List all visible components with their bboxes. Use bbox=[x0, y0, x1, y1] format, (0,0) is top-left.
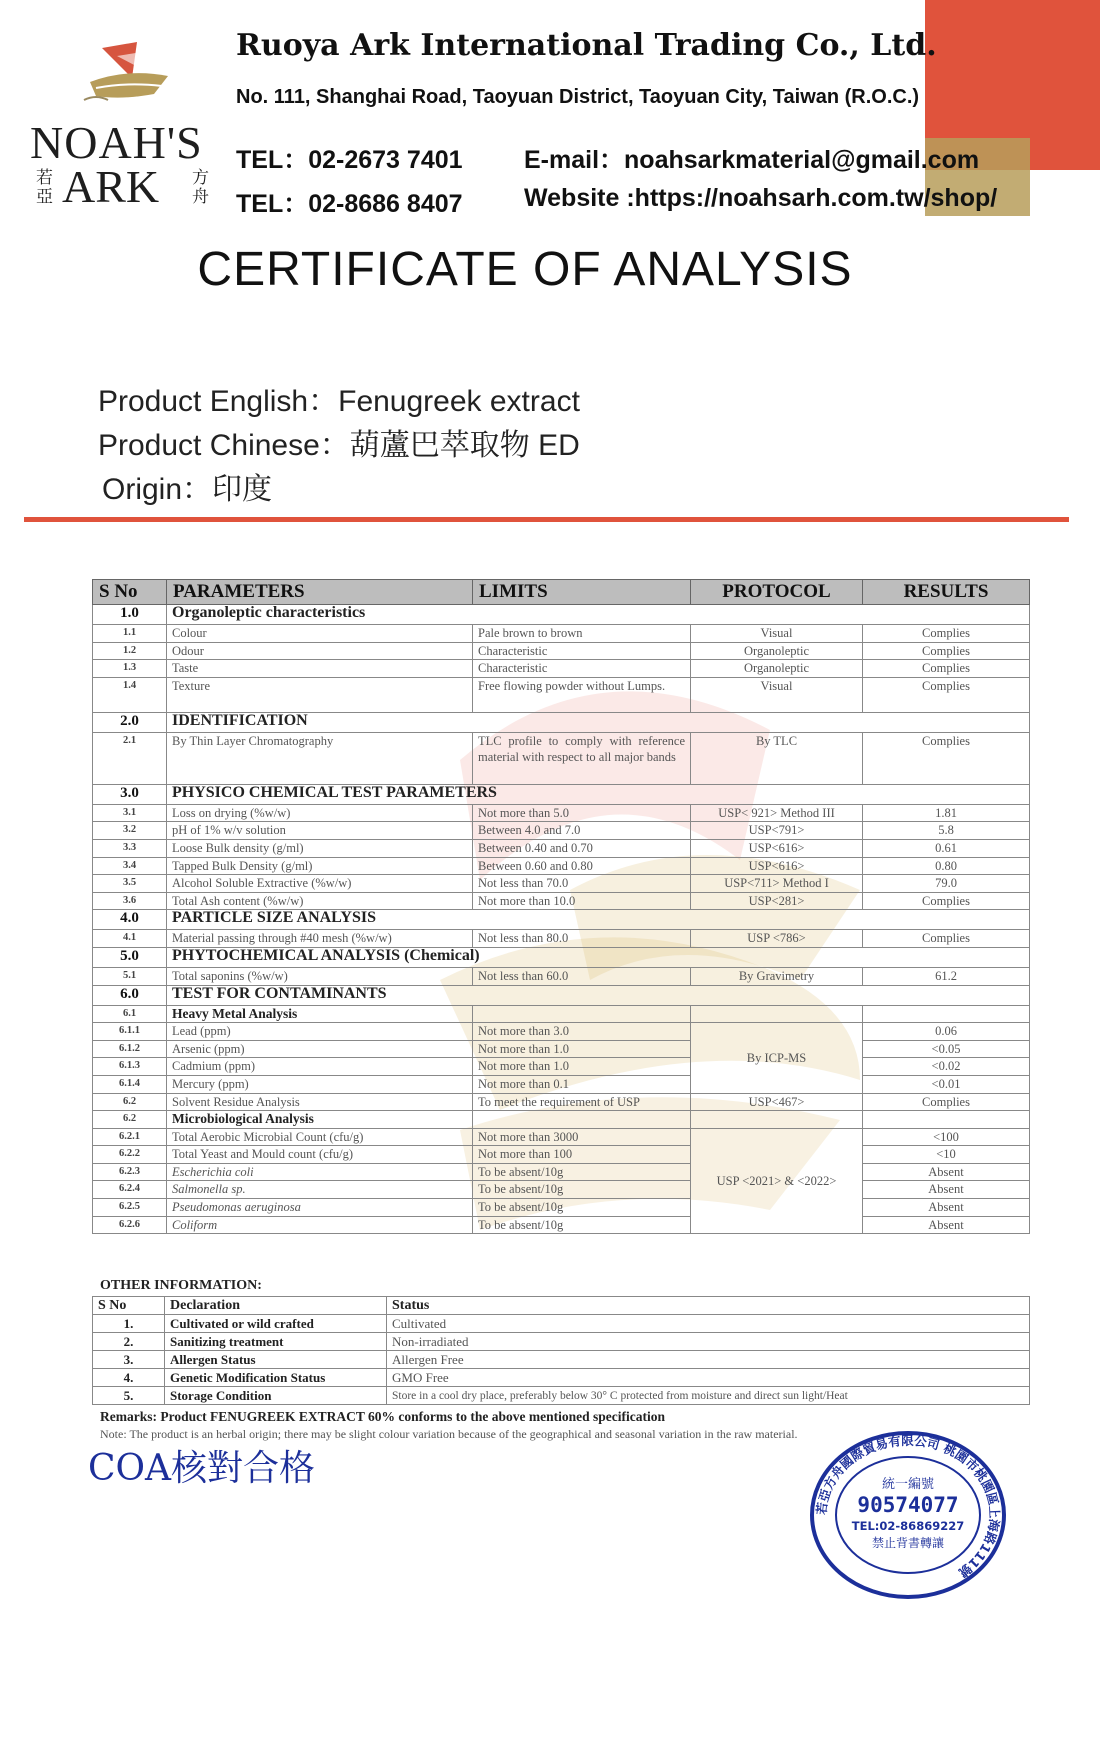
ship-logo-icon bbox=[82, 38, 172, 118]
phone-2: TEL：02-8686 8407 bbox=[236, 190, 463, 218]
cell-parameter: Odour bbox=[167, 642, 473, 660]
cell-sno: 6.2.2 bbox=[93, 1146, 167, 1164]
cell-protocol: USP <2021> & <2022> bbox=[691, 1128, 863, 1234]
cell-parameter: Lead (ppm) bbox=[167, 1023, 473, 1041]
cell-result: <0.05 bbox=[863, 1040, 1030, 1058]
cell-sno: 3. bbox=[93, 1351, 165, 1369]
table-row bbox=[93, 732, 1030, 784]
logo-word-ark: ARK bbox=[62, 161, 160, 212]
cell-protocol: By Gravimetry bbox=[691, 967, 863, 985]
cell-sno: 3.3 bbox=[93, 839, 167, 857]
cell-limit: To be absent/10g bbox=[473, 1181, 691, 1199]
cell-parameter: Texture bbox=[167, 677, 473, 712]
cell-parameter: Colour bbox=[167, 625, 473, 643]
cell-protocol: USP<616> bbox=[691, 857, 863, 875]
company-address: No. 111, Shanghai Road, Taoyuan District, Taoyuan City, Taiwan (R.O.C.) bbox=[236, 86, 920, 108]
cell-declaration: Storage Condition bbox=[165, 1387, 387, 1405]
other-information-container bbox=[92, 1296, 1029, 1405]
cell-limit: To be absent/10g bbox=[473, 1163, 691, 1181]
cell-result: 0.61 bbox=[863, 839, 1030, 857]
table-row bbox=[93, 1128, 1030, 1146]
cell-limit bbox=[473, 1111, 691, 1129]
cell-limit: Between 4.0 and 7.0 bbox=[473, 822, 691, 840]
cell-parameter: Total Yeast and Mould count (cfu/g) bbox=[167, 1146, 473, 1164]
cell-sno: 1.1 bbox=[93, 625, 167, 643]
table-row bbox=[93, 625, 1030, 643]
cell-parameter: Escherichia coli bbox=[167, 1163, 473, 1181]
cell-limit: Not more than 100 bbox=[473, 1146, 691, 1164]
cell-result: <0.01 bbox=[863, 1075, 1030, 1093]
cell-result: <100 bbox=[863, 1128, 1030, 1146]
cell-protocol: USP<281> bbox=[691, 892, 863, 910]
table-row bbox=[93, 1111, 1030, 1129]
cell-sno: 5.1 bbox=[93, 967, 167, 985]
cell-parameter: Taste bbox=[167, 660, 473, 678]
cell-result: <0.02 bbox=[863, 1058, 1030, 1076]
cell-parameter: Tapped Bulk Density (g/ml) bbox=[167, 857, 473, 875]
cell-limit: Characteristic bbox=[473, 642, 691, 660]
product-chinese: Product Chinese：葫蘆巴萃取物 ED bbox=[98, 429, 580, 462]
cell-result: Complies bbox=[863, 1093, 1030, 1111]
section-title: IDENTIFICATION bbox=[167, 712, 1030, 732]
cell-protocol: USP<616> bbox=[691, 839, 863, 857]
cell-sno: 6.2.5 bbox=[93, 1199, 167, 1217]
cell-status: Non-irradiated bbox=[387, 1333, 1030, 1351]
cell-limit: To be absent/10g bbox=[473, 1216, 691, 1234]
section-title: PARTICLE SIZE ANALYSIS bbox=[167, 910, 1030, 930]
cell-result: 1.81 bbox=[863, 804, 1030, 822]
section-number: 5.0 bbox=[93, 947, 167, 967]
cell-parameter: Material passing through #40 mesh (%w/w) bbox=[167, 930, 473, 948]
cell-parameter: By Thin Layer Chromatography bbox=[167, 732, 473, 784]
logo-cjk-left: 若亞 bbox=[36, 168, 53, 206]
cell-limit: Not more than 1.0 bbox=[473, 1058, 691, 1076]
seal-line-2: 90574077 bbox=[857, 1493, 959, 1517]
cell-parameter: Mercury (ppm) bbox=[167, 1075, 473, 1093]
company-seal-icon bbox=[808, 1430, 1008, 1600]
cell-sno: 1.4 bbox=[93, 677, 167, 712]
section-title: PHYTOCHEMICAL ANALYSIS (Chemical) bbox=[167, 947, 1030, 967]
cell-limit: Not more than 0.1 bbox=[473, 1075, 691, 1093]
other-row bbox=[93, 1333, 1030, 1351]
section-title: TEST FOR CONTAMINANTS bbox=[167, 985, 1030, 1005]
cell-sno: 3.6 bbox=[93, 892, 167, 910]
remarks-text: Remarks: Product FENUGREEK EXTRACT 60% conforms to the above mentioned specification bbox=[100, 1409, 665, 1424]
cell-subsection: Microbiological Analysis bbox=[167, 1111, 473, 1129]
cell-parameter: Arsenic (ppm) bbox=[167, 1040, 473, 1058]
section-title: Organoleptic characteristics bbox=[167, 605, 1030, 625]
cell-result: Absent bbox=[863, 1216, 1030, 1234]
table-row bbox=[93, 1146, 1030, 1164]
cell-sno: 6.1.4 bbox=[93, 1075, 167, 1093]
col-limits: LIMITS bbox=[473, 580, 691, 605]
cell-result bbox=[863, 1111, 1030, 1129]
col-status: Status bbox=[387, 1297, 1030, 1315]
cell-limit: Not more than 5.0 bbox=[473, 804, 691, 822]
table-row bbox=[93, 1023, 1030, 1041]
cell-sno: 6.1.1 bbox=[93, 1023, 167, 1041]
table-row bbox=[93, 642, 1030, 660]
cell-result: Complies bbox=[863, 892, 1030, 910]
document-title: CERTIFICATE OF ANALYSIS bbox=[197, 243, 853, 296]
product-origin: Origin：印度 bbox=[102, 473, 273, 506]
cell-sno: 6.2 bbox=[93, 1093, 167, 1111]
cell-result: Complies bbox=[863, 625, 1030, 643]
cell-parameter: Solvent Residue Analysis bbox=[167, 1093, 473, 1111]
cell-parameter: Cadmium (ppm) bbox=[167, 1058, 473, 1076]
cell-sno: 6.2 bbox=[93, 1111, 167, 1129]
cell-sno: 6.1 bbox=[93, 1005, 167, 1023]
section-row bbox=[93, 947, 1030, 967]
cell-protocol: USP<711> Method I bbox=[691, 875, 863, 893]
cell-protocol: Visual bbox=[691, 677, 863, 712]
table-row bbox=[93, 1075, 1030, 1093]
other-information-table bbox=[92, 1296, 1030, 1405]
col-declaration: Declaration bbox=[165, 1297, 387, 1315]
cell-limit: Not less than 60.0 bbox=[473, 967, 691, 985]
cell-parameter: Total saponins (%w/w) bbox=[167, 967, 473, 985]
cell-protocol: USP <786> bbox=[691, 930, 863, 948]
cell-parameter: Salmonella sp. bbox=[167, 1181, 473, 1199]
table-row bbox=[93, 1093, 1030, 1111]
col-parameters: PARAMETERS bbox=[167, 580, 473, 605]
section-row bbox=[93, 712, 1030, 732]
cell-status: Store in a cool dry place, preferably below 30° C protected from moisture and direct sun light/Heat bbox=[387, 1387, 1030, 1405]
col-sno: S No bbox=[93, 580, 167, 605]
table-row bbox=[93, 677, 1030, 712]
coa-table bbox=[92, 579, 1030, 1234]
cell-limit: Not less than 80.0 bbox=[473, 930, 691, 948]
cell-result: 0.80 bbox=[863, 857, 1030, 875]
cell-declaration: Allergen Status bbox=[165, 1351, 387, 1369]
section-number: 4.0 bbox=[93, 910, 167, 930]
section-number: 3.0 bbox=[93, 784, 167, 804]
table-row bbox=[93, 1216, 1030, 1234]
cell-sno: 6.1.2 bbox=[93, 1040, 167, 1058]
cell-protocol: USP< 921> Method III bbox=[691, 804, 863, 822]
section-row bbox=[93, 605, 1030, 625]
cell-limit: Free flowing powder without Lumps. bbox=[473, 677, 691, 712]
cell-protocol bbox=[691, 1111, 863, 1129]
cell-limit: Not more than 3.0 bbox=[473, 1023, 691, 1041]
cell-result: Complies bbox=[863, 732, 1030, 784]
cell-limit: Not more than 3000 bbox=[473, 1128, 691, 1146]
phone-1: TEL：02-2673 7401 bbox=[236, 146, 463, 174]
table-row bbox=[93, 1040, 1030, 1058]
email-address[interactable]: E-mail：noahsarkmaterial@gmail.com bbox=[524, 146, 980, 174]
cell-sno: 6.2.4 bbox=[93, 1181, 167, 1199]
cell-sno: 5. bbox=[93, 1387, 165, 1405]
cell-parameter: Alcohol Soluble Extractive (%w/w) bbox=[167, 875, 473, 893]
cell-sno: 1.2 bbox=[93, 642, 167, 660]
cell-protocol: USP<467> bbox=[691, 1093, 863, 1111]
cell-limit: TLC profile to comply with reference material with respect to all major bands bbox=[473, 732, 691, 784]
other-row bbox=[93, 1369, 1030, 1387]
coa-verified-stamp: COA核對合格 bbox=[88, 1448, 316, 1489]
seal-line-4: 禁止背書轉讓 bbox=[871, 1536, 945, 1550]
table-row bbox=[93, 660, 1030, 678]
cell-result: Absent bbox=[863, 1181, 1030, 1199]
cell-declaration: Genetic Modification Status bbox=[165, 1369, 387, 1387]
cell-parameter: Loose Bulk density (g/ml) bbox=[167, 839, 473, 857]
cell-result: Complies bbox=[863, 660, 1030, 678]
cell-sno: 3.5 bbox=[93, 875, 167, 893]
cell-result: 0.06 bbox=[863, 1023, 1030, 1041]
cell-sno: 6.2.3 bbox=[93, 1163, 167, 1181]
cell-result bbox=[863, 1005, 1030, 1023]
section-row bbox=[93, 985, 1030, 1005]
cell-parameter: Pseudomonas aeruginosa bbox=[167, 1199, 473, 1217]
cell-limit: Pale brown to brown bbox=[473, 625, 691, 643]
section-title: PHYSICO CHEMICAL TEST PARAMETERS bbox=[167, 784, 1030, 804]
cell-status: Allergen Free bbox=[387, 1351, 1030, 1369]
table-row bbox=[93, 1005, 1030, 1023]
cell-declaration: Cultivated or wild crafted bbox=[165, 1315, 387, 1333]
noahs-ark-logo bbox=[24, 38, 224, 218]
col-protocol: PROTOCOL bbox=[691, 580, 863, 605]
coa-table-container bbox=[92, 579, 1029, 1234]
cell-parameter: Total Aerobic Microbial Count (cfu/g) bbox=[167, 1128, 473, 1146]
website-link[interactable]: Website :https://noahsarh.com.tw/shop/ bbox=[524, 184, 998, 212]
cell-sno: 6.1.3 bbox=[93, 1058, 167, 1076]
table-row bbox=[93, 892, 1030, 910]
other-information-title: OTHER INFORMATION: bbox=[100, 1278, 262, 1293]
cell-limit: Characteristic bbox=[473, 660, 691, 678]
cell-sno: 3.1 bbox=[93, 804, 167, 822]
note-text: Note: The product is an herbal origin; there may be slight colour variation because of the geographical and seasonal variation in the raw material. bbox=[100, 1427, 798, 1441]
company-name: Ruoya Ark International Trading Co., Ltd. bbox=[236, 28, 937, 63]
table-row bbox=[93, 930, 1030, 948]
cell-limit: Between 0.40 and 0.70 bbox=[473, 839, 691, 857]
cell-protocol: Organoleptic bbox=[691, 642, 863, 660]
table-row bbox=[93, 822, 1030, 840]
cell-protocol: Visual bbox=[691, 625, 863, 643]
cell-parameter: Coliform bbox=[167, 1216, 473, 1234]
cell-result: 5.8 bbox=[863, 822, 1030, 840]
cell-parameter: Loss on drying (%w/w) bbox=[167, 804, 473, 822]
logo-word-noahs: NOAH'S bbox=[30, 117, 203, 168]
cell-sno: 1. bbox=[93, 1315, 165, 1333]
cell-subsection: Heavy Metal Analysis bbox=[167, 1005, 473, 1023]
table-row bbox=[93, 804, 1030, 822]
cell-declaration: Sanitizing treatment bbox=[165, 1333, 387, 1351]
table-row bbox=[93, 857, 1030, 875]
table-row bbox=[93, 1163, 1030, 1181]
cell-status: GMO Free bbox=[387, 1369, 1030, 1387]
cell-protocol: By ICP-MS bbox=[691, 1023, 863, 1093]
section-number: 2.0 bbox=[93, 712, 167, 732]
cell-result: Complies bbox=[863, 642, 1030, 660]
cell-sno: 6.2.1 bbox=[93, 1128, 167, 1146]
cell-sno: 1.3 bbox=[93, 660, 167, 678]
cell-result: <10 bbox=[863, 1146, 1030, 1164]
other-row bbox=[93, 1315, 1030, 1333]
section-row bbox=[93, 784, 1030, 804]
cell-result: Absent bbox=[863, 1163, 1030, 1181]
cell-sno: 2.1 bbox=[93, 732, 167, 784]
cell-parameter: pH of 1% w/v solution bbox=[167, 822, 473, 840]
section-number: 1.0 bbox=[93, 605, 167, 625]
section-number: 6.0 bbox=[93, 985, 167, 1005]
table-header-row bbox=[93, 580, 1030, 605]
cell-protocol: Organoleptic bbox=[691, 660, 863, 678]
cell-limit bbox=[473, 1005, 691, 1023]
table-row bbox=[93, 967, 1030, 985]
cell-sno: 4.1 bbox=[93, 930, 167, 948]
logo-cjk-right: 方舟 bbox=[192, 168, 209, 206]
other-row bbox=[93, 1387, 1030, 1405]
table-row bbox=[93, 839, 1030, 857]
cell-sno: 4. bbox=[93, 1369, 165, 1387]
seal-line-1: 統一編號 bbox=[881, 1477, 935, 1492]
col-results: RESULTS bbox=[863, 580, 1030, 605]
cell-protocol bbox=[691, 1005, 863, 1023]
other-row bbox=[93, 1351, 1030, 1369]
col-sno: S No bbox=[93, 1297, 165, 1315]
cell-sno: 3.4 bbox=[93, 857, 167, 875]
cell-limit: To meet the requirement of USP bbox=[473, 1093, 691, 1111]
cell-protocol: By TLC bbox=[691, 732, 863, 784]
table-row bbox=[93, 1199, 1030, 1217]
cell-result: Complies bbox=[863, 930, 1030, 948]
cell-sno: 6.2.6 bbox=[93, 1216, 167, 1234]
cell-parameter: Total Ash content (%w/w) bbox=[167, 892, 473, 910]
cell-status: Cultivated bbox=[387, 1315, 1030, 1333]
cell-sno: 2. bbox=[93, 1333, 165, 1351]
cell-result: Complies bbox=[863, 677, 1030, 712]
seal-line-3: TEL:02-86869227 bbox=[851, 1519, 965, 1533]
table-row bbox=[93, 875, 1030, 893]
cell-limit: Not more than 1.0 bbox=[473, 1040, 691, 1058]
table-row bbox=[93, 1181, 1030, 1199]
cell-protocol: USP<791> bbox=[691, 822, 863, 840]
cell-result: 61.2 bbox=[863, 967, 1030, 985]
product-english: Product English：Fenugreek extract bbox=[98, 385, 580, 418]
cell-result: Absent bbox=[863, 1199, 1030, 1217]
cell-limit: To be absent/10g bbox=[473, 1199, 691, 1217]
cell-limit: Not less than 70.0 bbox=[473, 875, 691, 893]
table-row bbox=[93, 1058, 1030, 1076]
cell-result: 79.0 bbox=[863, 875, 1030, 893]
other-header-row bbox=[93, 1297, 1030, 1315]
section-divider bbox=[24, 517, 1069, 522]
cell-limit: Not more than 10.0 bbox=[473, 892, 691, 910]
cell-limit: Between 0.60 and 0.80 bbox=[473, 857, 691, 875]
cell-sno: 3.2 bbox=[93, 822, 167, 840]
section-row bbox=[93, 910, 1030, 930]
seal-ring-text: 若亞方舟國際貿易有限公司 桃園市桃園區上海路111號 bbox=[813, 1432, 1003, 1581]
